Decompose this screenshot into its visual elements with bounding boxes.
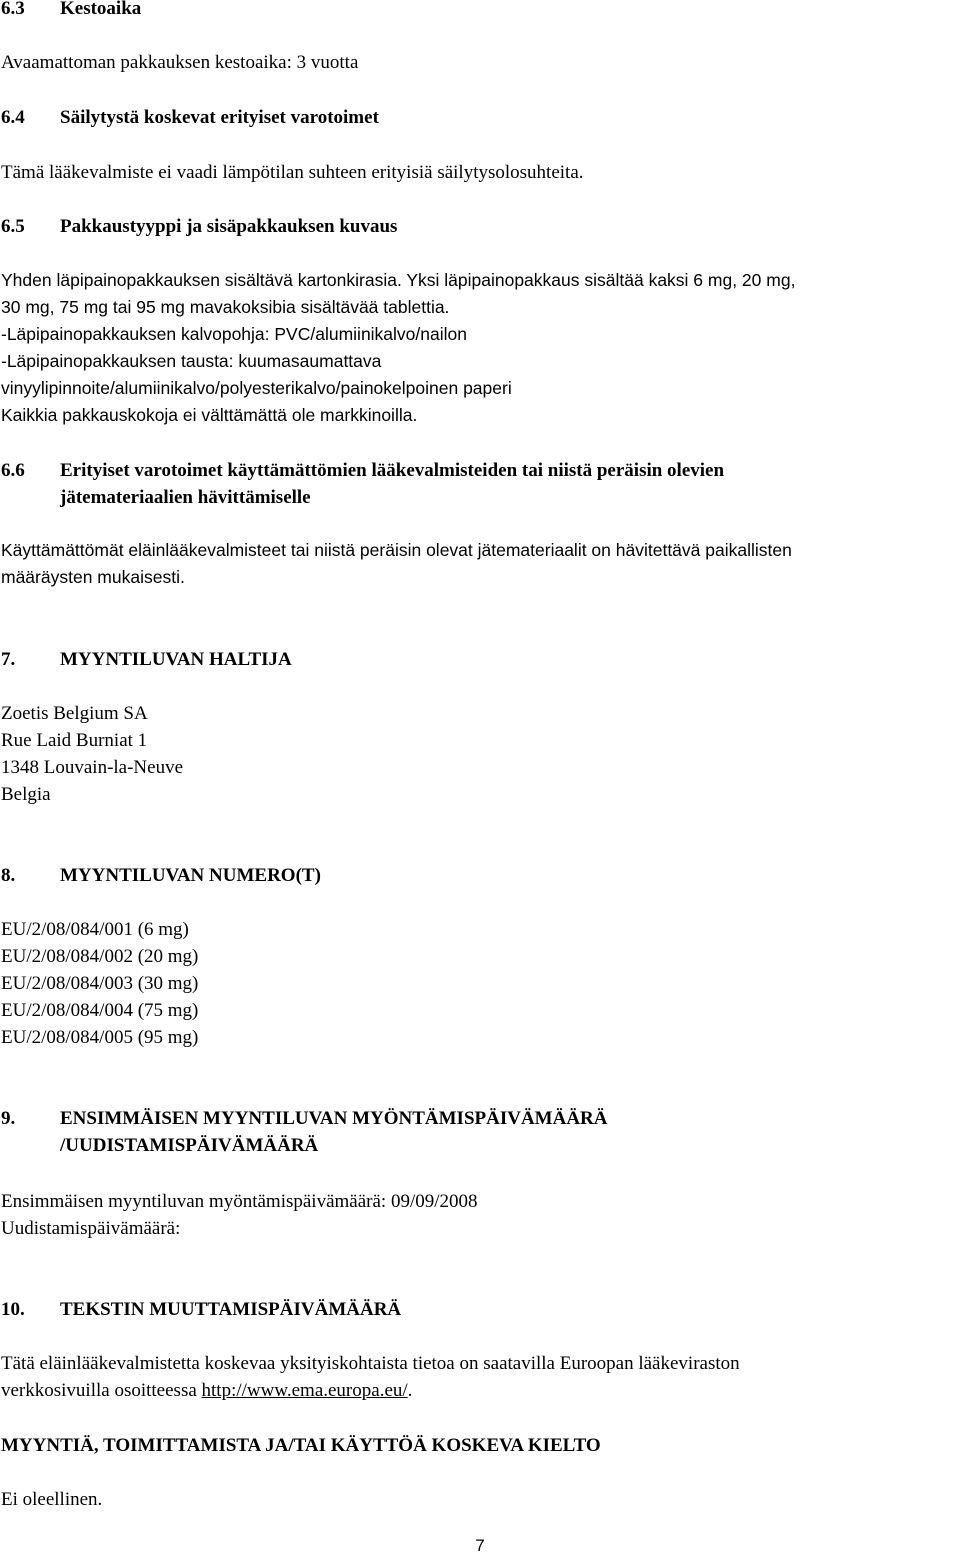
- section-number: 7.: [1, 649, 16, 670]
- section-8-heading: [1, 862, 321, 889]
- address-line: Zoetis Belgium SA: [1, 703, 148, 724]
- section-title-line: ENSIMMÄISEN MYYNTILUVAN MYÖNTÄMISPÄIVÄMÄÄRÄ: [60, 1108, 608, 1129]
- section-number: 6.3: [1, 0, 25, 19]
- authorisation-numbers: [1, 916, 198, 1051]
- section-title-line: Erityiset varotoimet käyttämättömien lääkevalmisteiden tai niistä peräisin olevien: [60, 460, 725, 481]
- section-7-heading: [1, 646, 292, 673]
- revision-text: [1, 1350, 740, 1404]
- prohibition-text: Ei oleellinen.: [1, 1489, 103, 1510]
- section-title: MYYNTILUVAN NUMERO(T): [60, 865, 321, 886]
- link-suffix-text: .: [407, 1380, 413, 1401]
- paragraph-line: Tätä eläinlääkevalmistetta koskevaa yksityiskohtaista tietoa on saatavilla Euroopan lääkeviraston: [1, 1353, 740, 1374]
- paragraph-line: Käyttämättömät eläinlääkevalmisteet tai niistä peräisin olevat jätemateriaalit on hävitettävä paikallisten: [1, 540, 792, 560]
- section-number: 6.4: [1, 107, 25, 128]
- section-number: 6.6: [1, 460, 25, 481]
- paragraph-line: määräysten mukaisesti.: [1, 567, 185, 587]
- section-number: 8.: [1, 865, 16, 886]
- section-title: Pakkaustyyppi ja sisäpakkauksen kuvaus: [60, 216, 398, 237]
- section-9-heading: [1, 1105, 608, 1159]
- paragraph-line: Ensimmäisen myyntiluvan myöntämispäivämäärä: 09/09/2008: [1, 1191, 478, 1212]
- section-title: TEKSTIN MUUTTAMISPÄIVÄMÄÄRÄ: [60, 1299, 402, 1320]
- shelf-life-text: Avaamattoman pakkauksen kestoaika: 3 vuotta: [1, 52, 359, 73]
- paragraph-line: Kaikkia pakkauskokoja ei välttämättä ole markkinoilla.: [1, 405, 418, 425]
- section-6-4-heading: [1, 104, 379, 131]
- ema-website-link[interactable]: http://www.ema.europa.eu/: [201, 1380, 408, 1401]
- paragraph-line: Yhden läpipainopakkauksen sisältävä kartonkirasia. Yksi läpipainopakkaus sisältää kaksi 6 mg, 20 mg,: [1, 270, 796, 290]
- section-6-5-heading: [1, 213, 397, 240]
- prohibition-heading: MYYNTIÄ, TOIMITTAMISTA JA/TAI KÄYTTÖÄ KOSKEVA KIELTO: [1, 1435, 601, 1456]
- authorisation-number: EU/2/08/084/003 (30 mg): [1, 973, 199, 994]
- paragraph-line: Uudistamispäivämäärä:: [1, 1218, 181, 1239]
- authorisation-number: EU/2/08/084/002 (20 mg): [1, 946, 199, 967]
- authorisation-dates: [1, 1188, 478, 1242]
- section-title-line: /UUDISTAMISPÄIVÄMÄÄRÄ: [60, 1135, 319, 1156]
- address-line: Belgia: [1, 784, 51, 805]
- section-number: 9.: [1, 1108, 16, 1129]
- paragraph-line: [1, 1377, 740, 1404]
- section-title: MYYNTILUVAN HALTIJA: [60, 649, 292, 670]
- storage-text: Tämä lääkevalmiste ei vaadi lämpötilan suhteen erityisiä säilytysolosuhteita.: [1, 162, 584, 183]
- authorisation-number: EU/2/08/084/005 (95 mg): [1, 1027, 199, 1048]
- section-title: Säilytystä koskevat erityiset varotoimet: [60, 107, 379, 128]
- paragraph-line: vinyylipinnoite/alumiinikalvo/polyesterikalvo/painokelpoinen paperi: [1, 378, 512, 398]
- page-number: 7: [475, 1536, 485, 1555]
- section-6-6-heading: [1, 457, 724, 511]
- paragraph-line: 30 mg, 75 mg tai 95 mg mavakoksibia sisältävää tablettia.: [1, 297, 450, 317]
- paragraph-line: -Läpipainopakkauksen kalvopohja: PVC/alumiinikalvo/nailon: [1, 324, 467, 344]
- section-6-3-heading: [1, 0, 141, 22]
- authorisation-number: EU/2/08/084/001 (6 mg): [1, 919, 189, 940]
- address-line: 1348 Louvain-la-Neuve: [1, 757, 184, 778]
- section-title: Kestoaika: [60, 0, 142, 19]
- disposal-text: [1, 537, 792, 591]
- holder-address: [1, 700, 183, 808]
- paragraph-line: -Läpipainopakkauksen tausta: kuumasaumattava: [1, 351, 382, 371]
- authorisation-number: EU/2/08/084/004 (75 mg): [1, 1000, 199, 1021]
- section-10-heading: [1, 1296, 401, 1323]
- link-prefix-text: verkkosivuilla osoitteessa: [1, 1380, 202, 1401]
- address-line: Rue Laid Burniat 1: [1, 730, 148, 751]
- section-number: 6.5: [1, 216, 25, 237]
- section-number: 10.: [1, 1299, 25, 1320]
- package-description: [1, 267, 795, 429]
- section-title-line: jätemateriaalien hävittämiselle: [60, 487, 311, 508]
